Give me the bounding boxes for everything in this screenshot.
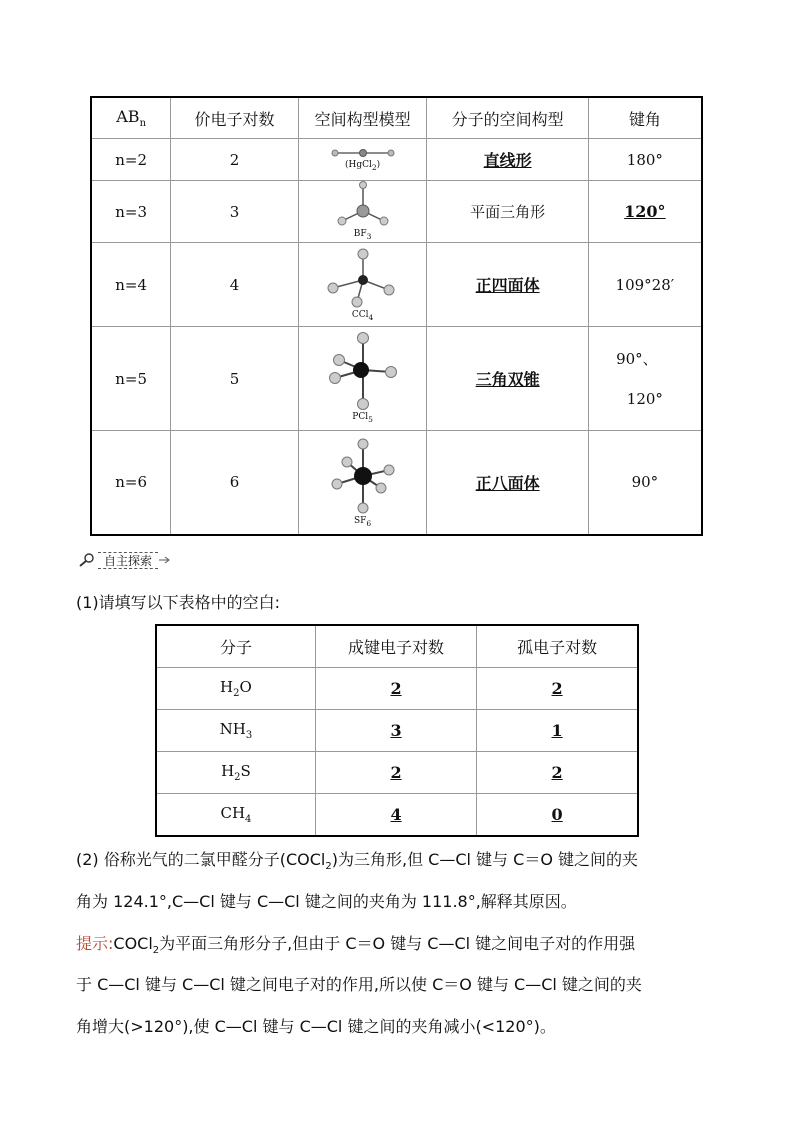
- hint-line-3: 角增大(>120°),使 C—Cl 键与 C—Cl 键之间的夹角减小(<120°)。: [76, 1017, 556, 1036]
- q2-text-a: (2) 俗称光气的二氯甲醛分子(COCl: [76, 850, 326, 869]
- question-2-line-2: 角为 124.1°,C—Cl 键与 C—Cl 键之间的夹角为 111.8°,解释其原因。: [76, 892, 577, 911]
- magnifier-icon: [78, 552, 96, 568]
- cell-bonding: [315, 668, 476, 710]
- header-angle: 键角: [588, 97, 702, 139]
- table-row: [91, 431, 702, 535]
- cell-pairs: 6: [171, 431, 298, 535]
- q2-sub: 2: [325, 861, 332, 873]
- table-row: [91, 139, 702, 181]
- hint-line-1: [76, 933, 635, 962]
- cell-bonding: [315, 710, 476, 752]
- cell-shape: [427, 243, 588, 327]
- cell-lone: [477, 710, 638, 752]
- table-row: [156, 752, 638, 794]
- cell-pairs: 3: [171, 181, 298, 243]
- header-ab-text: AB: [116, 106, 140, 126]
- answer-shape: 三角双锥: [475, 370, 540, 389]
- answer-lone: 0: [551, 805, 563, 824]
- table-row: [91, 181, 702, 243]
- header-lone-pairs: 孤电子对数: [477, 625, 638, 668]
- header-abn: [91, 97, 171, 139]
- cell-model: [298, 431, 427, 535]
- mol-tail: S: [240, 762, 251, 780]
- answer-bonding: 2: [390, 679, 402, 698]
- answer-lone: 2: [551, 679, 563, 698]
- cell-shape: 平面三角形: [427, 181, 588, 243]
- question-1: (1)请填写以下表格中的空白:: [76, 593, 281, 612]
- mol-text: CH: [220, 804, 246, 822]
- q2-text-b: )为三角形,但 C—Cl 键与 C＝O 键之间的夹: [331, 850, 638, 869]
- model-caption: [299, 516, 427, 529]
- model-caption: [299, 160, 427, 173]
- question-2-line-1: [76, 849, 638, 878]
- cell-model: [298, 139, 427, 181]
- mol-text: H: [221, 762, 235, 780]
- model-caption-text: SF: [353, 515, 367, 526]
- cell-n: n=2: [91, 139, 171, 181]
- table-header-row: [91, 97, 702, 139]
- mol-text: NH: [219, 720, 246, 738]
- model-caption-text: BF: [353, 229, 367, 240]
- table-header-row: [156, 625, 638, 668]
- cell-molecule: [156, 794, 315, 837]
- model-caption-sub: 6: [366, 518, 372, 528]
- cell-angle: 109°28′: [588, 243, 702, 327]
- model-caption-sub: 5: [368, 414, 373, 424]
- answer-lone: 1: [551, 721, 563, 740]
- answer-shape: 正八面体: [475, 473, 540, 493]
- vsepr-table: [90, 96, 703, 536]
- cell-lone: [477, 794, 638, 837]
- cell-bonding: [315, 794, 476, 837]
- model-caption-text: CCl: [351, 310, 369, 321]
- cell-molecule: [156, 710, 315, 752]
- cell-lone: [477, 668, 638, 710]
- mol-sub: 4: [245, 814, 252, 825]
- header-molecule: 分子: [156, 625, 315, 668]
- cell-pairs: 2: [171, 139, 298, 181]
- answer-bonding: 4: [390, 805, 402, 824]
- model-caption-text: (HgCl: [344, 160, 372, 171]
- model-caption-sub: 2: [371, 162, 377, 172]
- cell-model: [298, 243, 427, 327]
- cell-n: n=4: [91, 243, 171, 327]
- table-row: [156, 668, 638, 710]
- answer-shape: 直线形: [483, 151, 532, 170]
- cell-angle: 90°: [588, 431, 702, 535]
- octahedral-molecule-icon: [323, 436, 403, 516]
- cell-shape: [427, 327, 588, 431]
- table-row: [91, 243, 702, 327]
- linear-molecule-icon: [323, 146, 403, 160]
- arrow-icon: [158, 555, 172, 565]
- trigonal-planar-molecule-icon: [328, 181, 398, 229]
- header-model: 空间构型模型: [298, 97, 427, 139]
- cell-pairs: 5: [171, 327, 298, 431]
- hint-sub: 2: [152, 945, 160, 957]
- angle-a: 90°、: [616, 349, 658, 368]
- cell-pairs: 4: [171, 243, 298, 327]
- cell-model: [298, 181, 427, 243]
- mol-tail: O: [239, 678, 252, 696]
- cell-shape: [427, 431, 588, 535]
- section-tag: [78, 551, 172, 569]
- model-caption-sub: 3: [366, 231, 372, 241]
- table-row: [91, 327, 702, 431]
- mol-sub: 3: [245, 730, 253, 741]
- hint-text-b: 为平面三角形分子,但由于 C＝O 键与 C—Cl 键之间电子对的作用强: [159, 934, 636, 953]
- model-caption-end: ): [376, 160, 381, 171]
- mol-sub: 2: [233, 688, 240, 699]
- hint-label: 提示:: [76, 934, 114, 953]
- table-row: [156, 794, 638, 837]
- cell-molecule: [156, 668, 315, 710]
- header-shape: 分子的空间构型: [427, 97, 588, 139]
- electron-pair-table: [155, 624, 639, 837]
- section-tag-label: 自主探索: [98, 552, 158, 569]
- answer-bonding: 2: [390, 763, 402, 782]
- cell-lone: [477, 752, 638, 794]
- hint-text-a: COCl: [113, 934, 153, 953]
- answer-angle: 120°: [624, 202, 666, 221]
- mol-sub: 2: [234, 772, 241, 783]
- cell-n: n=3: [91, 181, 171, 243]
- model-caption-text: PCl: [352, 412, 369, 423]
- cell-n: n=5: [91, 327, 171, 431]
- angle-b: 120°: [626, 389, 663, 408]
- cell-angle: [588, 181, 702, 243]
- mol-text: H: [220, 678, 234, 696]
- cell-bonding: [315, 752, 476, 794]
- model-caption: [299, 310, 427, 323]
- model-caption: [299, 412, 427, 425]
- model-caption: [299, 229, 427, 242]
- tetrahedral-molecule-icon: [323, 246, 403, 310]
- header-bonding-pairs: 成键电子对数: [315, 625, 476, 668]
- cell-model: [298, 327, 427, 431]
- answer-shape: 正四面体: [475, 276, 540, 295]
- cell-shape: [427, 139, 588, 181]
- header-pairs: 价电子对数: [171, 97, 298, 139]
- model-caption-sub: 4: [368, 312, 374, 322]
- answer-bonding: 3: [390, 721, 402, 740]
- trigonal-bipyramidal-molecule-icon: [323, 332, 403, 412]
- table-row: [156, 710, 638, 752]
- cell-angle: [588, 327, 702, 431]
- answer-lone: 2: [551, 763, 563, 782]
- cell-molecule: [156, 752, 315, 794]
- cell-n: n=6: [91, 431, 171, 535]
- hint-line-2: 于 C—Cl 键与 C—Cl 键之间电子对的作用,所以使 C＝O 键与 C—Cl 键之间的夹: [76, 975, 642, 994]
- header-n-sub: n: [139, 118, 147, 130]
- cell-angle: 180°: [588, 139, 702, 181]
